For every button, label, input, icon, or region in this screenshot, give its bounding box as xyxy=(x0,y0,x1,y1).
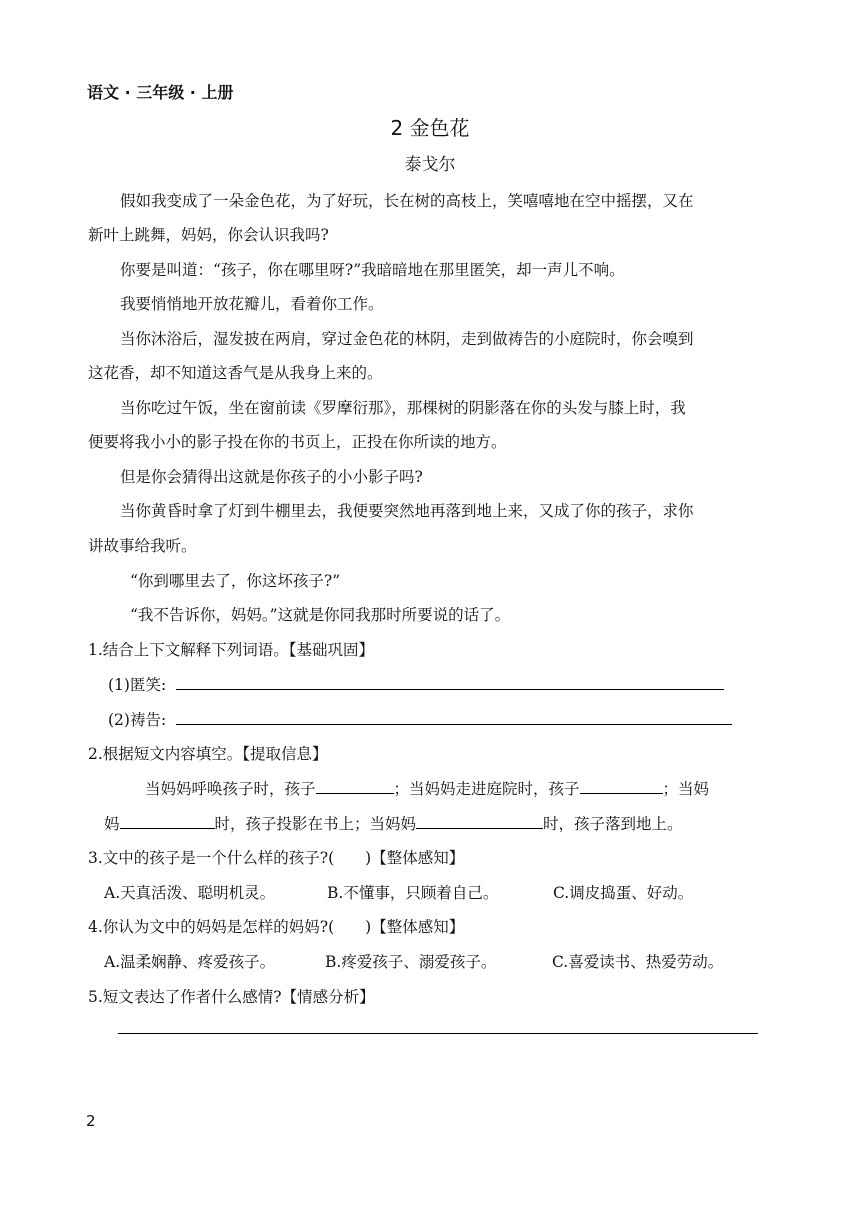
q1-item-a-label: (1)匿笑: xyxy=(108,676,167,694)
passage-line: 当你沐浴后，湿发披在两肩，穿过金色花的林阴，走到做祷告的小庭院时，你会嗅到 xyxy=(120,330,694,348)
question-1: 1.结合上下文解释下列词语。【基础巩固】 xyxy=(88,641,375,659)
q2-fill-line-2 xyxy=(104,812,683,834)
q1-item-b-label: (2)祷告: xyxy=(108,711,167,729)
q2-text: ；当妈 xyxy=(662,780,710,798)
q2-text: 时，孩子投影在书上；当妈妈 xyxy=(214,815,417,833)
q2-text: 妈 xyxy=(104,815,120,833)
page-title: 2 金色花 xyxy=(390,116,470,140)
passage-line: “你到哪里去了，你这坏孩子?” xyxy=(130,572,341,590)
q3-option-c[interactable]: C.调皮捣蛋、好动。 xyxy=(553,884,694,902)
q4-option-a[interactable]: A.温柔娴静、疼爱孩子。 xyxy=(104,953,276,971)
q2-text: ；当妈妈走进庭院时，孩子 xyxy=(393,780,580,798)
passage-line: 当你吃过午饭，坐在窗前读《罗摩衍那》，那棵树的阴影落在你的头发与膝上时，我 xyxy=(120,399,686,417)
passage-line: 新叶上跳舞，妈妈，你会认识我吗? xyxy=(88,226,329,244)
q2-blank-1[interactable] xyxy=(316,777,394,794)
passage-line: 这花香，却不知道这香气是从我身上来的。 xyxy=(88,364,383,382)
passage-line: 当你黄昏时拿了灯到牛棚里去，我便要突然地再落到地上来，又成了你的孩子，求你 xyxy=(120,502,694,520)
q3-option-a[interactable]: A.天真活泼、聪明机灵。 xyxy=(104,884,276,902)
question-2: 2.根据短文内容填空。【提取信息】 xyxy=(88,745,328,763)
passage-line: 假如我变成了一朵金色花，为了好玩，长在树的高枝上，笑嘻嘻地在空中摇摆，又在 xyxy=(120,192,694,210)
q2-blank-4[interactable] xyxy=(416,812,543,829)
passage-line: “我不告诉你，妈妈。”这就是你同我那时所要说的话了。 xyxy=(130,606,511,624)
passage-line: 你要是叫道：“孩子，你在哪里呀?”我暗暗地在那里匿笑，却一声儿不响。 xyxy=(120,261,625,279)
q5-answer-line[interactable] xyxy=(118,1033,758,1034)
q1-item-b-answer-line[interactable] xyxy=(176,724,732,725)
q1-item-a-answer-line[interactable] xyxy=(176,689,724,690)
q2-text: 时，孩子落到地上。 xyxy=(543,815,683,833)
q2-fill-line-1 xyxy=(145,777,709,799)
passage-line: 讲故事给我听。 xyxy=(88,537,197,555)
book-header: 语文 · 三年级 · 上册 xyxy=(87,83,234,102)
q2-blank-3[interactable] xyxy=(120,812,215,829)
passage-line: 便要将我小小的影子投在你的书页上，正投在你所读的地方。 xyxy=(88,433,507,451)
question-5: 5.短文表达了作者什么感情?【情感分析】 xyxy=(88,988,375,1006)
question-4: 4.你认为文中的妈妈是怎样的妈妈?( )【整体感知】 xyxy=(88,918,465,936)
q2-blank-2[interactable] xyxy=(580,777,663,794)
author-name: 泰戈尔 xyxy=(404,155,456,175)
q2-text: 当妈妈呼唤孩子时，孩子 xyxy=(145,780,316,798)
q4-option-c[interactable]: C.喜爱读书、热爱劳动。 xyxy=(552,953,724,971)
question-3: 3.文中的孩子是一个什么样的孩子?( )【整体感知】 xyxy=(88,849,465,867)
q3-option-b[interactable]: B.不懂事，只顾着自己。 xyxy=(327,884,499,902)
q4-option-b[interactable]: B.疼爱孩子、溺爱孩子。 xyxy=(325,953,497,971)
passage-line: 但是你会猜得出这就是你孩子的小小影子吗? xyxy=(120,468,423,486)
page-number: 2 xyxy=(86,1112,96,1130)
passage-line: 我要悄悄地开放花瓣儿，看着你工作。 xyxy=(120,295,384,313)
